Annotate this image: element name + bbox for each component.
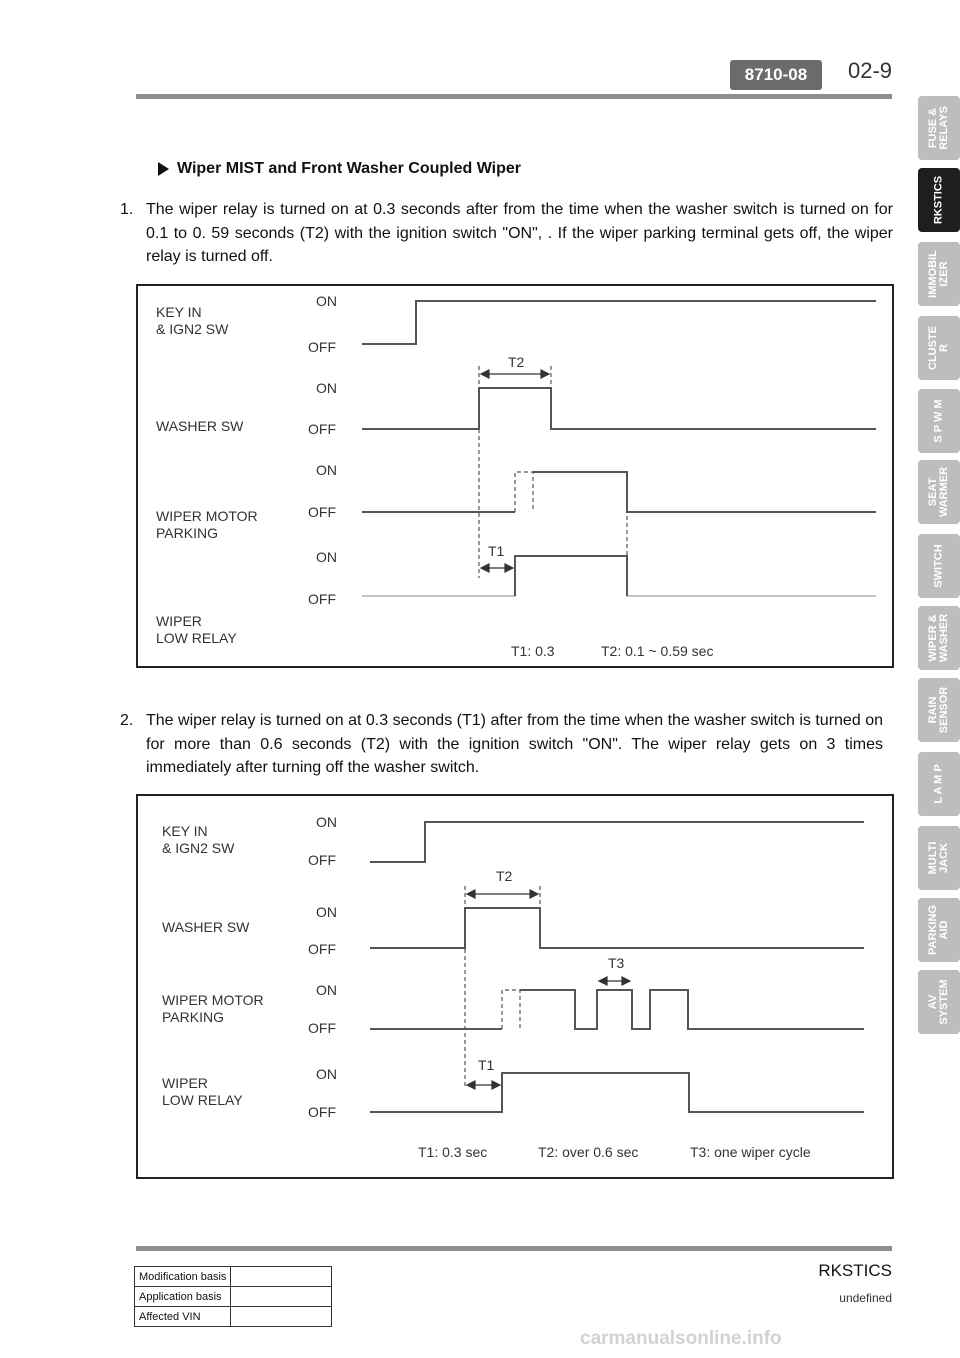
off-label: OFF xyxy=(308,591,336,607)
table-cell-value xyxy=(231,1287,332,1307)
on-label: ON xyxy=(316,380,337,396)
tab-label: IMMOBIL IZER xyxy=(927,250,950,298)
on-label: ON xyxy=(316,982,337,998)
on-label: ON xyxy=(316,814,337,830)
signal-label-washer: WASHER SW xyxy=(156,418,244,434)
page-number: 02-9 xyxy=(848,58,893,83)
watermark: carmanualsonline.info xyxy=(580,1328,782,1349)
section-title xyxy=(158,160,521,178)
tab-cluster[interactable] xyxy=(918,316,960,380)
tab-immobilizer[interactable] xyxy=(918,242,960,306)
table-cell-value xyxy=(231,1267,332,1287)
tab-label: MULTI JACK xyxy=(927,841,950,875)
tab-label: SWITCH xyxy=(932,544,945,588)
off-label: OFF xyxy=(308,941,336,957)
table-row xyxy=(135,1307,332,1327)
tab-label: PARKING AID xyxy=(927,905,950,955)
tab-label: L A M P xyxy=(932,764,945,804)
section-title-text: Wiper MIST and Front Washer Coupled Wiper xyxy=(177,160,522,177)
off-label: OFF xyxy=(308,1020,336,1036)
t1-label: T1 xyxy=(488,543,505,559)
caption-t2: T2: over 0.6 sec xyxy=(538,1144,639,1160)
wiper-relay-waveform xyxy=(362,556,876,596)
paragraph-number: 2. xyxy=(120,712,134,729)
off-label: OFF xyxy=(308,421,336,437)
signal-label-wiper-relay: WIPER xyxy=(156,613,202,629)
footer-brand: RKSTICS xyxy=(818,1261,892,1280)
signal-label-wiper-motor-2: PARKING xyxy=(162,1009,224,1025)
tab-seat-warmer[interactable] xyxy=(918,460,960,524)
tab-label: RKSTICS xyxy=(932,175,945,225)
caption-t2: T2: 0.1 ~ 0.59 sec xyxy=(601,643,714,659)
wiper-motor-waveform xyxy=(362,472,876,512)
on-label: ON xyxy=(316,549,337,565)
signal-label-washer: WASHER SW xyxy=(162,919,250,935)
section-code-badge: 8710-08 xyxy=(730,60,822,90)
timing-diagram-1 xyxy=(136,284,894,668)
off-label: OFF xyxy=(308,852,336,868)
off-label: OFF xyxy=(308,1104,336,1120)
table-cell-label: Affected VIN xyxy=(135,1307,231,1327)
signal-label-wiper-relay-2: LOW RELAY xyxy=(162,1092,243,1108)
signal-label-key-in-2: & IGN2 SW xyxy=(162,840,235,856)
tab-fuse-relays[interactable] xyxy=(918,96,960,160)
tab-label: AV SYSTEM xyxy=(927,979,950,1025)
wiper-relay-waveform xyxy=(370,1073,864,1112)
signal-label-wiper-motor: WIPER MOTOR xyxy=(156,508,258,524)
tab-lamp[interactable] xyxy=(918,752,960,816)
signal-label-wiper-motor: WIPER MOTOR xyxy=(162,992,264,1008)
modification-table xyxy=(134,1266,332,1327)
tab-label: SEAT WARMER xyxy=(927,466,950,518)
t2-label: T2 xyxy=(496,868,513,884)
tab-label: WIPER & WASHER xyxy=(927,613,950,663)
tab-wiper-washer[interactable] xyxy=(918,606,960,670)
paragraph-text: The wiper relay is turned on at 0.3 seconds after from the time when the washer switch is turned on for 0.1 to 0. 59 seconds (T2) with the ignition switch "ON", . If the wiper parking terminal gets off, the wiper relay is turned off. xyxy=(146,201,893,265)
key-in-waveform xyxy=(370,822,864,862)
tab-label: RAIN SENSOR xyxy=(927,686,950,734)
paragraph-1 xyxy=(120,198,893,269)
table-cell-value xyxy=(231,1307,332,1327)
tab-label: FUSE & RELAYS xyxy=(927,106,950,150)
paragraph-text: The wiper relay is turned on at 0.3 seconds (T1) after from the time when the washer switch is turned on for more than 0.6 seconds (T2) with the ignition switch "ON". The wiper relay gets on 3 times immediately after turning off the washer switch. xyxy=(146,712,883,776)
t1-label: T1 xyxy=(478,1057,495,1073)
key-in-waveform xyxy=(362,301,876,344)
tab-parking-aid[interactable] xyxy=(918,898,960,962)
on-label: ON xyxy=(316,1066,337,1082)
signal-label-wiper-motor-2: PARKING xyxy=(156,525,218,541)
footer-subtitle: undefined xyxy=(839,1291,892,1305)
t2-label: T2 xyxy=(508,354,525,370)
tab-av-system[interactable] xyxy=(918,970,960,1034)
on-label: ON xyxy=(316,293,337,309)
footer-divider xyxy=(136,1246,892,1251)
t3-label: T3 xyxy=(608,955,625,971)
off-label: OFF xyxy=(308,504,336,520)
table-row xyxy=(135,1267,332,1287)
tab-label: CLUSTE R xyxy=(927,326,950,370)
triangle-bullet-icon xyxy=(158,162,169,176)
parking-dashed-transition xyxy=(502,990,520,1029)
on-label: ON xyxy=(316,904,337,920)
on-label: ON xyxy=(316,462,337,478)
caption-t3: T3: one wiper cycle xyxy=(690,1144,811,1160)
signal-label-key-in-2: & IGN2 SW xyxy=(156,321,229,337)
signal-label-key-in: KEY IN xyxy=(156,304,202,320)
signal-label-wiper-relay-2: LOW RELAY xyxy=(156,630,237,646)
washer-waveform xyxy=(362,388,876,429)
paragraph-2 xyxy=(120,709,883,780)
tab-spwm[interactable] xyxy=(918,389,960,453)
table-row xyxy=(135,1287,332,1307)
tab-switch[interactable] xyxy=(918,534,960,598)
timing-diagram-2 xyxy=(136,794,894,1179)
wiper-motor-waveform xyxy=(370,990,864,1029)
tab-rkstics[interactable] xyxy=(918,168,960,232)
tab-multi-jack[interactable] xyxy=(918,826,960,890)
caption-t1: T1: 0.3 xyxy=(511,643,555,659)
washer-waveform xyxy=(370,908,864,948)
header-divider xyxy=(136,94,892,99)
signal-label-wiper-relay: WIPER xyxy=(162,1075,208,1091)
table-cell-label: Modification basis xyxy=(135,1267,231,1287)
tab-label: S P W M xyxy=(932,399,945,443)
parking-dashed-transition xyxy=(515,472,533,512)
signal-label-key-in: KEY IN xyxy=(162,823,208,839)
tab-rain-sensor[interactable] xyxy=(918,678,960,742)
paragraph-number: 1. xyxy=(120,201,134,218)
off-label: OFF xyxy=(308,339,336,355)
caption-t1: T1: 0.3 sec xyxy=(418,1144,488,1160)
table-cell-label: Application basis xyxy=(135,1287,231,1307)
